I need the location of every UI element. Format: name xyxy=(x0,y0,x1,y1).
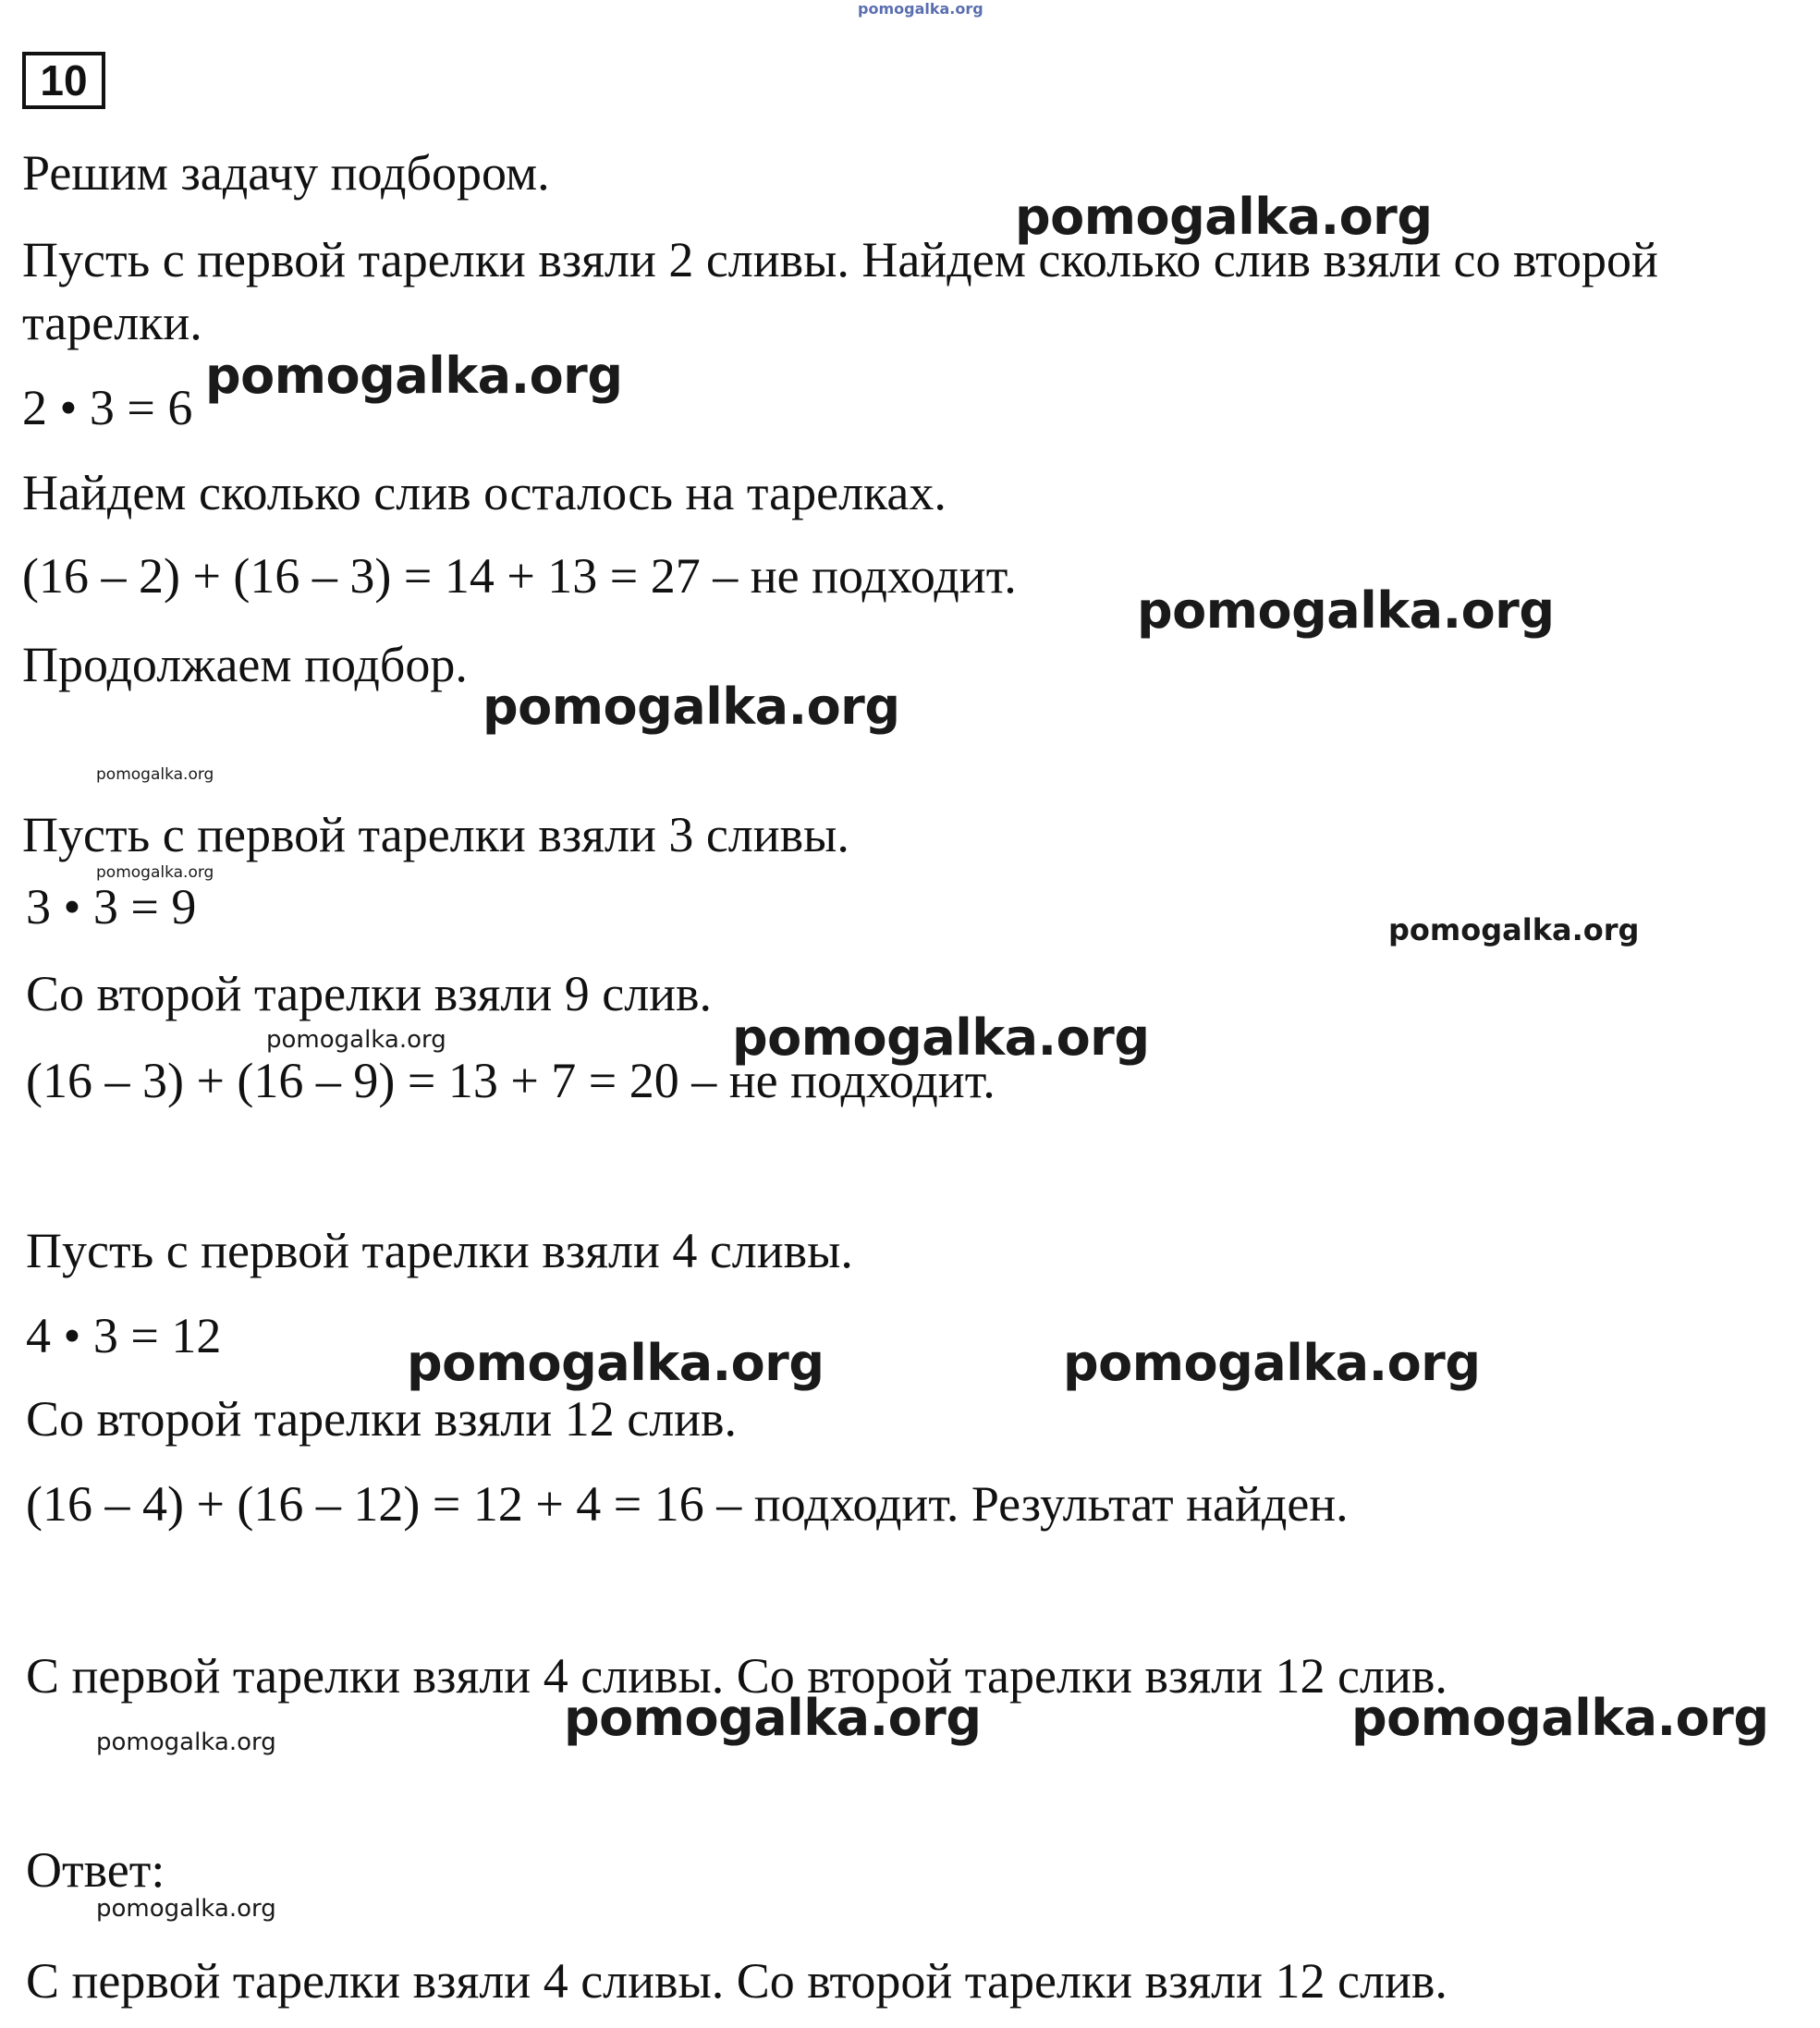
text-line-10: Со второй тарелки взяли 9 слив. xyxy=(26,966,713,1021)
watermark: pomogalka.org xyxy=(1015,188,1433,246)
watermark: pomogalka.org xyxy=(1063,1334,1481,1392)
watermark: pomogalka.org xyxy=(732,1008,1150,1067)
text-line-8: Пусть с первой тарелки взяли 3 сливы. xyxy=(22,807,849,862)
answer-text: С первой тарелки взяли 4 сливы. Со второй тарелки взяли 12 слив. xyxy=(26,1953,1447,2009)
equation-4: (16 – 3) + (16 – 9) = 13 + 7 = 20 – не подходит. xyxy=(26,1053,996,1108)
text-line-5: Найдем сколько слив осталось на тарелках. xyxy=(22,465,947,520)
text-line-3: тарелки. xyxy=(22,295,202,350)
text-line-7: Продолжаем подбор. xyxy=(22,637,468,692)
watermark-small: pomogalka.org xyxy=(96,1729,276,1756)
equation-5: 4 • 3 = 12 xyxy=(26,1308,222,1363)
watermark: pomogalka.org xyxy=(1351,1689,1769,1747)
watermark-small: pomogalka.org xyxy=(266,1026,446,1054)
equation-2: (16 – 2) + (16 – 3) = 14 + 13 = 27 – не подходит. xyxy=(22,548,1017,604)
text-line-1: Решим задачу подбором. xyxy=(22,145,550,201)
watermark-small: pomogalka.org xyxy=(96,863,214,882)
watermark-small: pomogalka.org xyxy=(96,1895,276,1923)
text-line-2: Пусть с первой тарелки взяли 2 сливы. Найдем сколько слив взяли со второй xyxy=(22,232,1658,287)
text-line-14: Со второй тарелки взяли 12 слив. xyxy=(26,1391,738,1447)
task-number-box: 10 xyxy=(22,52,105,109)
watermark: pomogalka.org xyxy=(1388,912,1640,947)
equation-3: 3 • 3 = 9 xyxy=(26,879,197,935)
equation-6: (16 – 4) + (16 – 12) = 12 + 4 = 16 – подходит. Результат найден. xyxy=(26,1476,1349,1532)
watermark: pomogalka.org xyxy=(482,678,900,736)
watermark: pomogalka.org xyxy=(205,347,623,405)
watermark-top: pomogalka.org xyxy=(858,0,983,18)
text-line-16: С первой тарелки взяли 4 сливы. Со второй тарелки взяли 12 слив. xyxy=(26,1648,1447,1704)
watermark: pomogalka.org xyxy=(1137,581,1555,640)
equation-1: 2 • 3 = 6 xyxy=(22,380,193,435)
watermark: pomogalka.org xyxy=(407,1334,824,1392)
text-line-12: Пусть с первой тарелки взяли 4 сливы. xyxy=(26,1223,853,1278)
answer-label: Ответ: xyxy=(26,1842,165,1898)
watermark-small: pomogalka.org xyxy=(96,765,214,784)
watermark: pomogalka.org xyxy=(564,1689,982,1747)
